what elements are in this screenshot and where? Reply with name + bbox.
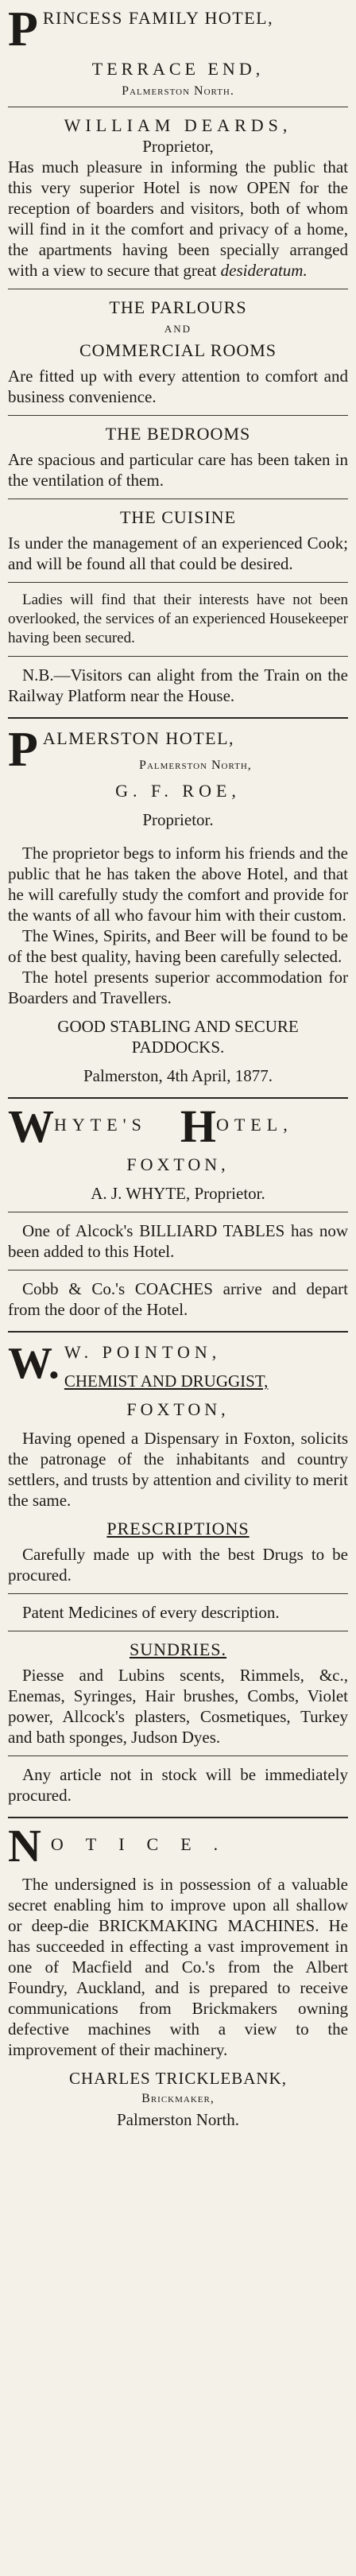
bedrooms-text: Are spacious and particular care has been taken in the ventilation of them. [8, 450, 348, 490]
chemist-title: CHEMIST AND DRUGGIST, [64, 1371, 269, 1391]
date-line: Palmerston, 4th April, 1877. [83, 1066, 273, 1085]
drop-cap: W. [8, 1340, 60, 1388]
drop-cap: W [8, 1100, 54, 1152]
prescriptions-text: Carefully made up with the best Drugs to be procured. [8, 1545, 348, 1585]
divider [8, 656, 348, 657]
heading-sundries: SUNDRIES. [129, 1639, 227, 1659]
parlours-text: Are fitted up with every attention to comfort and business convenience. [8, 367, 348, 406]
coaches-text: Cobb & Co.'s COACHES arrive and depart from the door of the Hotel. [8, 1279, 348, 1319]
proprietor-line: A. J. WHYTE, Proprietor. [91, 1184, 265, 1203]
heading-cuisine: THE CUISINE [119, 507, 237, 527]
intro-italic: desideratum. [220, 261, 308, 280]
signatory-name: CHARLES TRICKLEBANK, [69, 2069, 287, 2088]
town-line: FOXTON, [126, 1154, 230, 1174]
billiard-text: One of Alcock's BILLIARD TABLES has now been added to this Hotel. [8, 1221, 348, 1261]
town-line: FOXTON, [126, 1399, 230, 1419]
intro-text: Having opened a Dispensary in Foxton, solicits the patronage of the inhabitants and country settlers, and trusts by attention and civility to merit the same. [8, 1429, 348, 1510]
address-line: TERRACE END, [91, 59, 265, 79]
ad-separator [8, 1097, 348, 1099]
ad-palmerston-hotel [8, 725, 348, 1091]
divider [8, 415, 348, 416]
notice-body: The undersigned is in possession of a valuable secret enabling him to improve upon all shallow or deep-die BRICKMAKING MACHINES. He has succeeded in effecting a vast improvement in one of Macfield and Co.'s from the Albert Foundry, Auckland, and is prepared to receive communications from Brickmakers owning defective machines with a view to the improvement of their machinery. [8, 1875, 348, 2059]
hotel-title: RINCESS FAMILY HOTEL, [42, 8, 274, 28]
ladies-text: Ladies will find that their interests have not been overlooked, the services of an experienced Housekeeper having been secured. [8, 592, 348, 646]
heading-parlours: THE PARLOURS [109, 297, 247, 317]
ad-pointon-chemist [8, 1339, 348, 1810]
address-town: Palmerston North, [139, 758, 252, 772]
signatory-place: Palmerston North. [117, 2110, 239, 2129]
ad-heading [8, 1820, 348, 1872]
ad-heading [8, 1100, 348, 1152]
ad-heading [8, 6, 348, 51]
cuisine-text: Is under the management of an experienced Cook; and will be found all that could be desired. [8, 533, 348, 573]
drop-cap: P [8, 6, 38, 51]
hotel-title-word2: OTEL, [215, 1115, 293, 1135]
drop-cap: P [8, 727, 38, 773]
ad-whytes-hotel [8, 1100, 348, 1325]
paragraph-1: The proprietor begs to inform his friends and the public that he has taken the above Hotel, and that he will carefully study the comfort and provide for the wants of all who favour him with their custom. [8, 844, 348, 925]
divider [8, 1593, 348, 1594]
drop-cap-2: H [180, 1100, 216, 1152]
heading-commercial-rooms: COMMERCIAL ROOMS [79, 340, 277, 360]
ad-separator [8, 717, 348, 719]
ad-notice [8, 1820, 348, 2135]
paragraph-3: The hotel presents superior accommodation for Boarders and Travellers. [8, 968, 348, 1007]
notice-title: OTICE. [50, 1834, 241, 1854]
ad-separator [8, 1331, 348, 1333]
paragraph-2: The Wines, Spirits, and Beer will be found to be of the best quality, having been carefully selected. [8, 926, 348, 966]
newspaper-column [8, 0, 348, 2135]
proprietor-name: G. F. ROE, [115, 781, 241, 801]
patent-medicines-text: Patent Medicines of every description. [22, 1603, 280, 1622]
intro-paragraph [8, 157, 348, 281]
ad-separator [8, 1817, 348, 1818]
proprietor-title: Proprietor. [142, 810, 214, 829]
proprietor-title: Proprietor, [142, 137, 214, 156]
ad-heading [8, 727, 348, 773]
any-article-text: Any article not in stock will be immediately procured. [8, 1765, 348, 1805]
signatory-role: Brickmaker, [141, 2092, 215, 2105]
hotel-title: ALMERSTON HOTEL, [42, 728, 235, 748]
hotel-title-word1: HYTE'S [54, 1115, 147, 1135]
proprietor-name: WILLIAM DEARDS, [64, 115, 292, 135]
ad-princess-family-hotel [8, 5, 348, 711]
ad-heading [8, 1340, 348, 1391]
heading-bedrooms: THE BEDROOMS [105, 424, 251, 444]
heading-prescriptions: PRESCRIPTIONS [106, 1519, 250, 1538]
chemist-name: W. POINTON, [64, 1342, 222, 1362]
drop-cap: N [8, 1820, 41, 1872]
address-town: Palmerston North. [122, 84, 234, 98]
divider [8, 1270, 348, 1271]
sundries-text: Piesse and Lubins scents, Rimmels, &c., Enemas, Syringes, Hair brushes, Combs, Violet power, Allcock's plasters, Cosmetiques, Turkey and bath sponges, Judson Dyes. [8, 1666, 348, 1747]
stabling-notice: GOOD STABLING AND SECURE PADDOCKS. [57, 1017, 299, 1057]
divider [8, 1755, 348, 1756]
heading-and: AND [164, 323, 192, 335]
nb-text: N.B.—Visitors can alight from the Train on the Railway Platform near the House. [8, 665, 348, 705]
intro-text: Has much pleasure in informing the public that this very superior Hotel is now OPEN for the reception of boarders and visitors, both of whom will find in it the comfort and privacy of a home, the apartments having been specially arranged with a view to secure that great [8, 157, 348, 280]
divider [8, 582, 348, 583]
